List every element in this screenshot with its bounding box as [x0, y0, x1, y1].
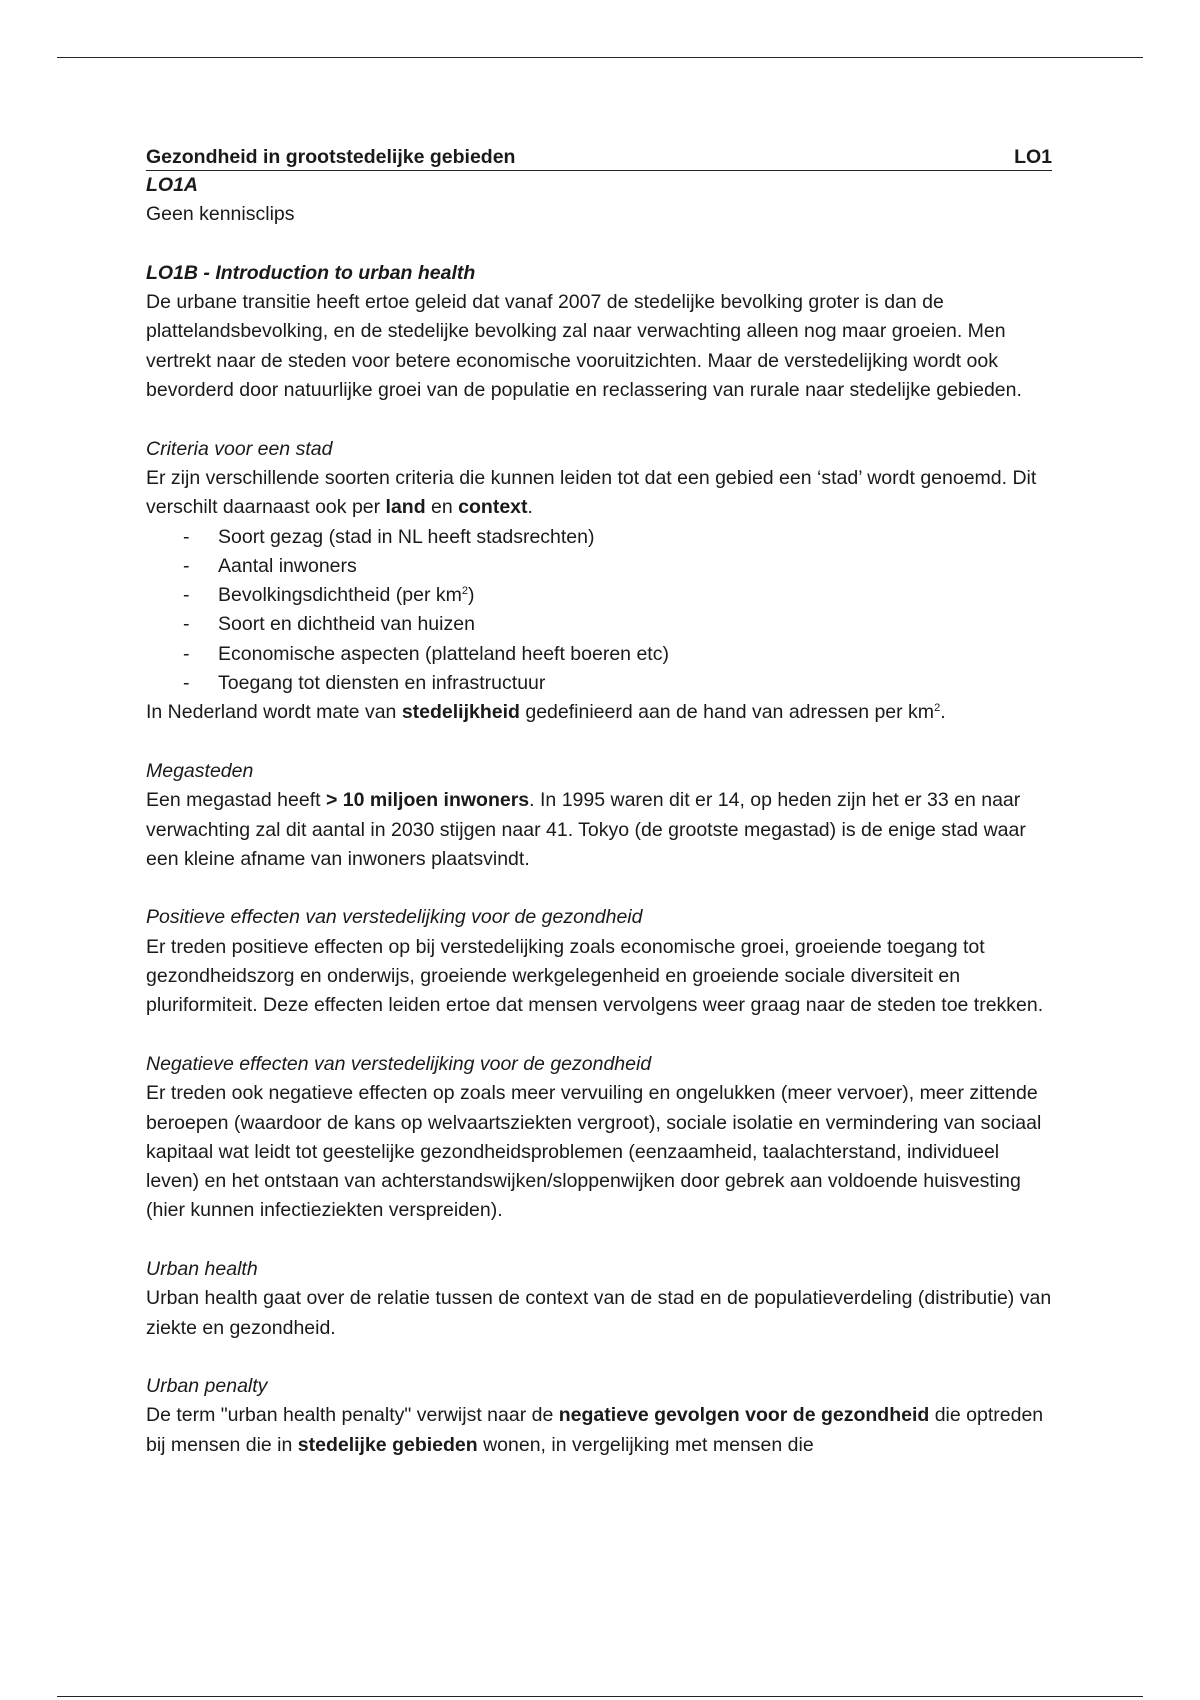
lo1a-heading: LO1A	[146, 174, 199, 196]
list-item: - Bevolkingsdichtheid (per $km^2$)	[146, 581, 1052, 610]
list-item: - Aantal inwoners	[146, 552, 1052, 581]
list-item: - Toegang tot diensten en infrastructuur	[146, 669, 1052, 698]
criteria-intro: Er zijn verschillende soorten criteria die kunnen leiden tot dat een gebied een ‘stad’ wordt genoemd. Dit verschilt daarnaast ook per land en context.	[146, 466, 1037, 519]
lo1b-heading: LO1B - Introduction to urban health	[146, 261, 476, 284]
bottom-rule	[57, 1696, 1143, 1697]
urban-penalty-heading: Urban penalty	[146, 1375, 268, 1398]
document-code: LO1	[1014, 146, 1052, 168]
list-item: - Soort en dichtheid van huizen	[146, 610, 1052, 639]
top-rule	[57, 57, 1143, 58]
megasteden-text: Een megastad heeft > 10 miljoen inwoners. In 1995 waren dit er 14, op heden zijn het er 33 en naar verwachting zal dit aantal in 2030 stijgen naar 41. Tokyo (de grootste megastad) is de enige stad waar een kleine afname van inwoners plaatsvindt.	[146, 789, 1026, 870]
criteria-list	[146, 523, 1052, 699]
positief-text: Er treden positieve effecten op bij verstedelijking zoals economische groei, groeiende toegang tot gezondheidszorg en onderwijs, groeiende werkgelegenheid en groeiende sociale diversiteit en pluriformiteit. Deze effecten leiden ertoe dat mensen vervolgens weer graag naar de steden toe trekken.	[146, 935, 1044, 1017]
urban-penalty-text: De term "urban health penalty" verwijst naar de negatieve gevolgen voor de gezondheid die optreden bij mensen die in stedelijke gebieden wonen, in vergelijking met mensen die	[146, 1404, 1044, 1456]
urban-health-text: Urban health gaat over de relatie tussen de context van de stad en de populatieverdeling (distributie) van ziekte en gezondheid.	[146, 1287, 1052, 1339]
document-page	[146, 144, 1052, 1460]
megasteden-heading: Megasteden	[146, 759, 254, 782]
list-item: - Economische aspecten (platteland heeft boeren etc)	[146, 640, 1052, 669]
list-item: - Soort gezag (stad in NL heeft stadsrechten)	[146, 523, 1052, 552]
document-title: Gezondheid in grootstedelijke gebieden	[146, 146, 516, 168]
positief-heading: Positieve effecten van verstedelijking voor de gezondheid	[146, 906, 643, 929]
negatief-heading: Negatieve effecten van verstedelijking voor de gezondheid	[146, 1052, 652, 1075]
criteria-heading: Criteria voor een stad	[146, 437, 333, 460]
lo1b-paragraph: De urbane transitie heeft ertoe geleid dat vanaf 2007 de stedelijke bevolking groter is dan de plattelandsbevolking, en de stedelijke bevolking zal naar verwachting alleen nog maar groeien. Men vertrekt naar de steden voor betere economische vooruitzichten. Maar de verstedelijking wordt ook bevorderd door natuurlijke groei van de populatie en reclassering van rurale naar stedelijke gebieden.	[146, 291, 1022, 402]
lo1a-text: Geen kennisclips	[146, 203, 295, 226]
document-header	[146, 144, 1052, 171]
negatief-text: Er treden ook negatieve effecten op zoals meer vervuiling en ongelukken (meer vervoer), meer zittende beroepen (waardoor de kans op welvaartsziekten vergroot), sociale isolatie en vermindering van sociaal kapitaal wat leidt tot geestelijke gezondheidsproblemen (eenzaamheid, taalachterstand, individueel leven) en het ontstaan van achterstandswijken/sloppenwijken door gebrek aan voldoende huisvesting (hier kunnen infectieziekten verspreiden).	[146, 1082, 1042, 1222]
criteria-outro: In Nederland wordt mate van stedelijkheid gedefinieerd aan de hand van adressen per $km^2$.	[146, 701, 946, 724]
urban-health-heading: Urban health	[146, 1257, 258, 1280]
